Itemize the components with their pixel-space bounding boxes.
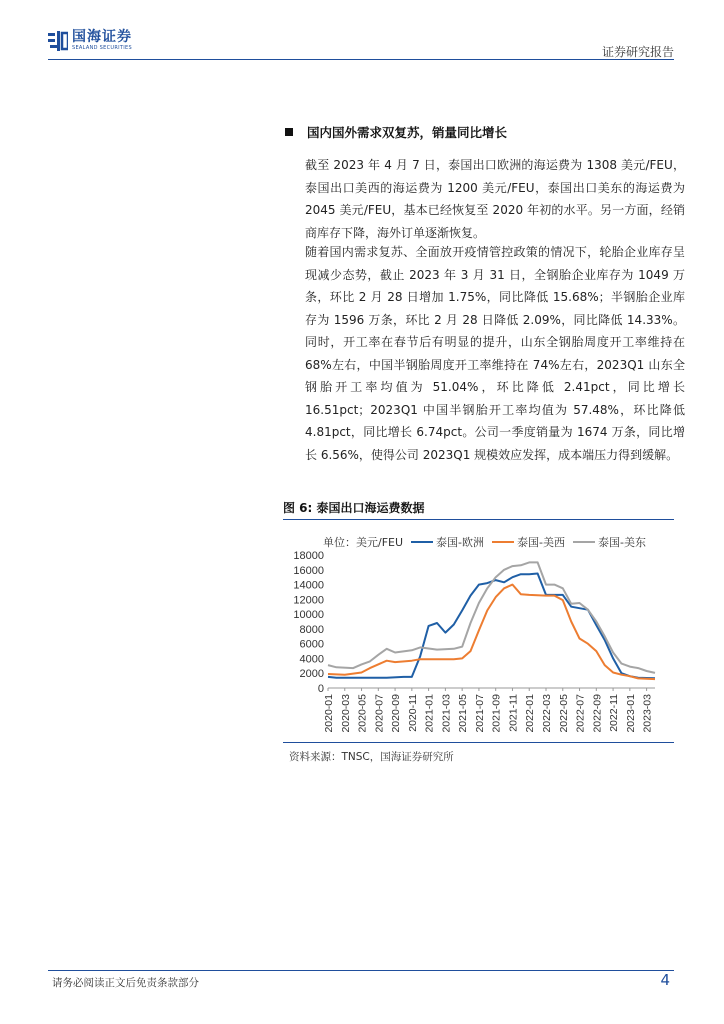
y-tick-label: 12000 xyxy=(293,594,324,607)
figure-source: 资料来源：TNSC，国海证券研究所 xyxy=(289,751,454,763)
y-tick-label: 16000 xyxy=(293,564,324,577)
logo-cn-text: 国海证券 xyxy=(72,29,132,45)
footer-disclaimer: 请务必阅读正文后免责条款部分 xyxy=(52,977,199,989)
x-tick-label: 2022-11 xyxy=(608,694,621,732)
x-tick-label: 2021-05 xyxy=(457,694,470,733)
paragraph-freight xyxy=(305,154,685,244)
legend-label: 泰国-欧洲 xyxy=(436,536,485,549)
x-tick-label: 2022-07 xyxy=(574,694,587,733)
x-tick-label: 2022-09 xyxy=(591,694,604,733)
chart-legend xyxy=(323,534,646,550)
page-number: 4 xyxy=(660,971,670,989)
freight-chart xyxy=(283,524,683,742)
x-tick-label: 2020-11 xyxy=(406,694,419,732)
y-tick-label: 6000 xyxy=(299,638,324,651)
logo-en-text: SEALAND SECURITIES xyxy=(72,45,132,51)
y-tick-label: 8000 xyxy=(299,623,324,636)
x-tick-label: 2022-05 xyxy=(557,694,570,733)
header-divider xyxy=(48,59,674,60)
x-tick-label: 2023-03 xyxy=(641,694,654,733)
figure-bottom-rule xyxy=(283,742,674,743)
x-tick-label: 2021-01 xyxy=(423,694,436,733)
x-tick-label: 2022-01 xyxy=(524,694,537,733)
y-tick-label: 0 xyxy=(317,683,324,695)
paragraph-text: 随着国内需求复苏、全面放开疫情管控政策的情况下，轮胎企业库存呈现减少态势，截止 2023 年 3 月 31 日，全钢胎企业库存为 1049 万条，环比 2 月 28 日增加 1.75%，同比降低 15.68%；半钢胎企业库存为 1596 万条，环比 2 月 28 日降低 2.09%，同比降低 14.33%。同时，开工率在春节后有明显的提升，山东全钢胎周度开工率维持在 68%左右，中国半钢胎周度开工率维持在 74%左右，2023Q1 山东全钢胎开工率均值为 51.04%，环比降低 2.41pct，同比增长 16.51pct；2023Q1 中国半钢胎开工率均值为 57.48%，环比降低 4.81pct，同比增长 6.74pct。公司一季度销量为 1674 万条，同比增长 6.56%，使得公司 2023Q1 规模效应发挥，成本端压力得到缓解。 xyxy=(305,245,685,462)
y-tick-label: 2000 xyxy=(299,668,324,681)
x-tick-label: 2023-01 xyxy=(624,694,637,733)
series-line-0 xyxy=(328,574,655,679)
figure-top-rule xyxy=(283,519,674,520)
x-tick-label: 2020-03 xyxy=(339,694,352,733)
section-heading-text: 国内国外需求双复苏，销量同比增长 xyxy=(307,125,508,140)
x-tick-label: 2020-01 xyxy=(323,694,335,733)
legend-label: 泰国-美西 xyxy=(517,536,566,549)
logo-mark-icon xyxy=(48,31,68,51)
paragraph-inventory xyxy=(305,241,685,466)
chart-plot xyxy=(283,524,683,742)
paragraph-text: 截至 2023 年 4 月 7 日，泰国出口欧洲的海运费为 1308 美元/FEU，泰国出口美西的海运费为 1200 美元/FEU，泰国出口美东的海运费为 2045 美元/FEU，基本已经恢复至 2020 年初的水平。另一方面，经销商库存下降，海外订单逐渐恢复。 xyxy=(305,158,685,240)
legend-label: 泰国-美东 xyxy=(598,536,646,549)
x-tick-label: 2020-07 xyxy=(373,694,386,733)
legend-swatch xyxy=(573,541,595,543)
company-logo xyxy=(48,30,132,51)
y-tick-label: 18000 xyxy=(293,550,324,562)
x-tick-label: 2022-03 xyxy=(541,694,553,733)
footer-divider xyxy=(48,970,674,971)
series-line-1 xyxy=(328,585,655,680)
x-tick-label: 2021-11 xyxy=(507,694,520,732)
x-tick-label: 2021-07 xyxy=(473,694,486,733)
x-tick-label: 2020-05 xyxy=(356,694,369,733)
y-tick-label: 10000 xyxy=(293,609,324,622)
x-tick-label: 2021-03 xyxy=(440,694,453,733)
square-bullet-icon xyxy=(285,128,293,136)
x-tick-label: 2021-09 xyxy=(490,694,503,733)
legend-swatch xyxy=(492,541,514,543)
unit-label: 单位：美元/FEU xyxy=(323,536,404,549)
legend-item-europe xyxy=(411,534,484,550)
y-tick-label: 14000 xyxy=(293,579,324,592)
series-line-2 xyxy=(328,562,655,673)
section-heading xyxy=(285,123,507,141)
y-tick-label: 4000 xyxy=(299,653,324,666)
legend-swatch xyxy=(411,541,433,543)
legend-item-us-east xyxy=(573,534,646,550)
report-type-label: 证券研究报告 xyxy=(601,45,674,59)
legend-item-us-west xyxy=(492,534,565,550)
figure-title: 图 6: 泰国出口海运费数据 xyxy=(283,501,425,515)
x-tick-label: 2020-09 xyxy=(390,694,403,733)
